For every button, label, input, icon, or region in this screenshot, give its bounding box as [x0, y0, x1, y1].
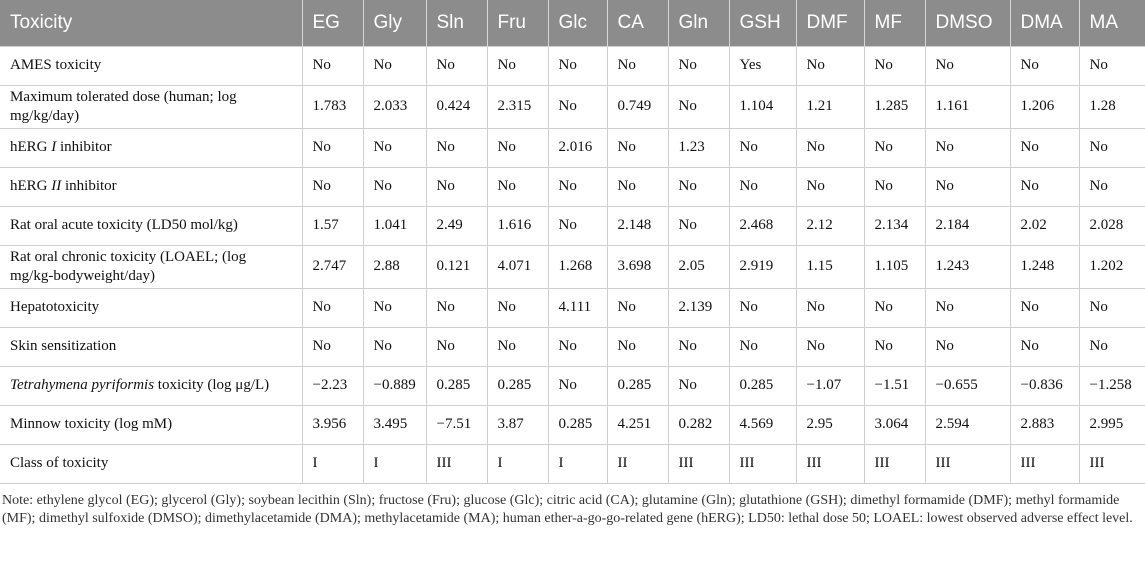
- table-cell: 2.49: [426, 206, 487, 245]
- column-header: Sln: [426, 0, 487, 46]
- table-cell: No: [925, 46, 1010, 85]
- row-property-label: Rat oral chronic toxicity (LOAEL; (log mg/kg-bodyweight/day): [0, 245, 302, 288]
- column-header: CA: [607, 0, 668, 46]
- table-cell: 1.285: [864, 85, 925, 128]
- column-header: Gln: [668, 0, 729, 46]
- column-header: Fru: [487, 0, 548, 46]
- table-row: [0, 206, 1145, 245]
- table-cell: No: [864, 128, 925, 167]
- table-cell: No: [729, 128, 796, 167]
- table-cell: II: [607, 444, 668, 483]
- column-header: DMF: [796, 0, 864, 46]
- row-property-label: [0, 167, 302, 206]
- table-cell: 1.243: [925, 245, 1010, 288]
- table-cell: 3.87: [487, 405, 548, 444]
- table-cell: 2.88: [363, 245, 426, 288]
- table-cell: No: [796, 128, 864, 167]
- table-cell: 2.033: [363, 85, 426, 128]
- table-cell: No: [1010, 327, 1079, 366]
- table-cell: No: [487, 167, 548, 206]
- table-cell: 1.616: [487, 206, 548, 245]
- table-cell: 1.104: [729, 85, 796, 128]
- table-cell: III: [668, 444, 729, 483]
- table-cell: No: [548, 206, 607, 245]
- table-cell: No: [607, 288, 668, 327]
- table-cell: 2.016: [548, 128, 607, 167]
- table-cell: No: [864, 46, 925, 85]
- row-property-label: AMES toxicity: [0, 46, 302, 85]
- table-cell: No: [426, 288, 487, 327]
- table-cell: 1.15: [796, 245, 864, 288]
- table-cell: No: [1010, 128, 1079, 167]
- table-cell: No: [426, 128, 487, 167]
- table-cell: No: [925, 167, 1010, 206]
- table-cell: 2.95: [796, 405, 864, 444]
- column-header: DMSO: [925, 0, 1010, 46]
- property-italic-text: II: [51, 178, 62, 194]
- table-header-row: [0, 0, 1145, 46]
- table-cell: No: [607, 327, 668, 366]
- table-cell: 0.285: [607, 366, 668, 405]
- property-text: hERG: [10, 178, 52, 194]
- table-cell: 1.105: [864, 245, 925, 288]
- table-footnote: Note: ethylene glycol (EG); glycerol (Gly); soybean lecithin (Sln); fructose (Fru); glucose (Glc); citric acid (CA); glutamine (Gln); glutathione (GSH); dimethyl formamide (DMF); methyl formamide (MF); dimethyl sulfoxide (DMSO); dimethylacetamide (DMA); methylacetamide (MA); human ether-a-go-go-related gene (hERG); LD50: lethal dose 50; LOAEL: lowest observed adverse effect level.: [2, 492, 1133, 526]
- table-cell: 2.139: [668, 288, 729, 327]
- table-cell: 0.285: [487, 366, 548, 405]
- table-cell: 2.883: [1010, 405, 1079, 444]
- table-cell: No: [363, 46, 426, 85]
- table-row: [0, 366, 1145, 405]
- column-header: Gly: [363, 0, 426, 46]
- table-cell: No: [796, 288, 864, 327]
- table-cell: 4.071: [487, 245, 548, 288]
- table-cell: No: [363, 167, 426, 206]
- table-cell: No: [607, 128, 668, 167]
- column-header: DMA: [1010, 0, 1079, 46]
- property-italic-text: Tetrahymena pyriformis: [10, 377, 155, 393]
- table-row: [0, 405, 1145, 444]
- table-row: [0, 288, 1145, 327]
- table-cell: No: [302, 288, 363, 327]
- table-cell: No: [487, 288, 548, 327]
- table-cell: Yes: [729, 46, 796, 85]
- row-property-label: Minnow toxicity (log mM): [0, 405, 302, 444]
- table-cell: No: [548, 327, 607, 366]
- table-cell: −2.23: [302, 366, 363, 405]
- table-cell: 1.206: [1010, 85, 1079, 128]
- table-cell: No: [668, 366, 729, 405]
- table-cell: 1.202: [1079, 245, 1145, 288]
- column-header: Glc: [548, 0, 607, 46]
- table-cell: No: [729, 327, 796, 366]
- table-cell: No: [668, 206, 729, 245]
- column-header: MF: [864, 0, 925, 46]
- row-property-label: [0, 128, 302, 167]
- table-cell: No: [729, 167, 796, 206]
- table-cell: 3.698: [607, 245, 668, 288]
- table-cell: No: [864, 327, 925, 366]
- row-property-label: Hepatotoxicity: [0, 288, 302, 327]
- table-cell: III: [1010, 444, 1079, 483]
- table-cell: 4.569: [729, 405, 796, 444]
- table-cell: 2.02: [1010, 206, 1079, 245]
- table-cell: 2.995: [1079, 405, 1145, 444]
- table-cell: 2.05: [668, 245, 729, 288]
- table-cell: 3.956: [302, 405, 363, 444]
- table-cell: No: [668, 85, 729, 128]
- table-cell: No: [607, 167, 668, 206]
- table-cell: 1.783: [302, 85, 363, 128]
- table-cell: 0.285: [426, 366, 487, 405]
- table-cell: III: [426, 444, 487, 483]
- table-cell: 2.134: [864, 206, 925, 245]
- row-property-label: Rat oral acute toxicity (LD50 mol/kg): [0, 206, 302, 245]
- table-cell: 3.064: [864, 405, 925, 444]
- table-cell: 1.28: [1079, 85, 1145, 128]
- table-cell: 1.21: [796, 85, 864, 128]
- column-header: Toxicity: [0, 0, 302, 46]
- table-cell: 2.12: [796, 206, 864, 245]
- table-cell: No: [487, 128, 548, 167]
- table-cell: −0.655: [925, 366, 1010, 405]
- table-cell: 2.468: [729, 206, 796, 245]
- table-cell: 2.148: [607, 206, 668, 245]
- table-cell: −0.889: [363, 366, 426, 405]
- table-cell: No: [796, 167, 864, 206]
- table-row: [0, 444, 1145, 483]
- column-header: MA: [1079, 0, 1145, 46]
- table-cell: No: [607, 46, 668, 85]
- table-row: [0, 46, 1145, 85]
- table-cell: 0.285: [729, 366, 796, 405]
- table-cell: No: [426, 327, 487, 366]
- table-body: [0, 46, 1145, 483]
- column-header: EG: [302, 0, 363, 46]
- property-text: hERG: [10, 139, 52, 155]
- table-cell: No: [302, 128, 363, 167]
- table-cell: No: [548, 366, 607, 405]
- table-cell: I: [487, 444, 548, 483]
- table-cell: No: [548, 167, 607, 206]
- table-cell: No: [302, 167, 363, 206]
- table-cell: 0.121: [426, 245, 487, 288]
- table-cell: III: [925, 444, 1010, 483]
- table-cell: No: [796, 46, 864, 85]
- table-cell: No: [864, 167, 925, 206]
- row-property-label: Class of toxicity: [0, 444, 302, 483]
- table-cell: No: [302, 46, 363, 85]
- table-cell: No: [1079, 128, 1145, 167]
- table-cell: No: [487, 327, 548, 366]
- table-cell: No: [548, 46, 607, 85]
- table-cell: No: [426, 46, 487, 85]
- table-cell: III: [729, 444, 796, 483]
- table-cell: 0.424: [426, 85, 487, 128]
- table-cell: −0.836: [1010, 366, 1079, 405]
- table-cell: −1.07: [796, 366, 864, 405]
- table-cell: 2.747: [302, 245, 363, 288]
- table-cell: 1.248: [1010, 245, 1079, 288]
- table-cell: 2.594: [925, 405, 1010, 444]
- table-cell: No: [1079, 46, 1145, 85]
- table-cell: No: [668, 167, 729, 206]
- table-cell: No: [363, 288, 426, 327]
- table-cell: No: [925, 288, 1010, 327]
- table-cell: No: [1079, 327, 1145, 366]
- table-cell: 4.111: [548, 288, 607, 327]
- table-cell: I: [363, 444, 426, 483]
- row-property-label: Maximum tolerated dose (human; log mg/kg/day): [0, 85, 302, 128]
- table-cell: 1.161: [925, 85, 1010, 128]
- table-cell: No: [925, 128, 1010, 167]
- table-cell: −1.258: [1079, 366, 1145, 405]
- table-row: [0, 245, 1145, 288]
- table-row: [0, 128, 1145, 167]
- table-cell: III: [1079, 444, 1145, 483]
- table-cell: No: [668, 46, 729, 85]
- table-cell: −7.51: [426, 405, 487, 444]
- table-cell: III: [864, 444, 925, 483]
- table-cell: No: [426, 167, 487, 206]
- table-cell: No: [668, 327, 729, 366]
- table-cell: No: [487, 46, 548, 85]
- table-cell: 1.268: [548, 245, 607, 288]
- table-cell: 2.315: [487, 85, 548, 128]
- table-cell: No: [302, 327, 363, 366]
- table-cell: No: [1010, 46, 1079, 85]
- table-cell: 1.041: [363, 206, 426, 245]
- table-cell: 3.495: [363, 405, 426, 444]
- table-cell: No: [548, 85, 607, 128]
- table-cell: No: [864, 288, 925, 327]
- table-cell: No: [1079, 288, 1145, 327]
- table-cell: No: [363, 128, 426, 167]
- table-cell: III: [796, 444, 864, 483]
- table-row: [0, 327, 1145, 366]
- table-cell: 0.749: [607, 85, 668, 128]
- property-italic-text: I: [51, 139, 57, 155]
- table-cell: 0.282: [668, 405, 729, 444]
- table-cell: No: [925, 327, 1010, 366]
- table-cell: −1.51: [864, 366, 925, 405]
- column-header: GSH: [729, 0, 796, 46]
- table-cell: 2.184: [925, 206, 1010, 245]
- table-cell: No: [1010, 288, 1079, 327]
- table-cell: 1.23: [668, 128, 729, 167]
- table-cell: 2.028: [1079, 206, 1145, 245]
- property-text: inhibitor: [61, 178, 117, 194]
- property-text: toxicity (log μg/L): [154, 377, 270, 393]
- table-cell: 0.285: [548, 405, 607, 444]
- table-cell: 1.57: [302, 206, 363, 245]
- table-cell: I: [548, 444, 607, 483]
- table-cell: 2.919: [729, 245, 796, 288]
- table-cell: 4.251: [607, 405, 668, 444]
- table-cell: No: [796, 327, 864, 366]
- table-cell: No: [729, 288, 796, 327]
- table-cell: I: [302, 444, 363, 483]
- table-row: [0, 85, 1145, 128]
- table-cell: No: [363, 327, 426, 366]
- table-row: [0, 167, 1145, 206]
- table-cell: No: [1079, 167, 1145, 206]
- table-cell: No: [1010, 167, 1079, 206]
- row-property-label: Skin sensitization: [0, 327, 302, 366]
- property-text: inhibitor: [56, 139, 112, 155]
- row-property-label: [0, 366, 302, 405]
